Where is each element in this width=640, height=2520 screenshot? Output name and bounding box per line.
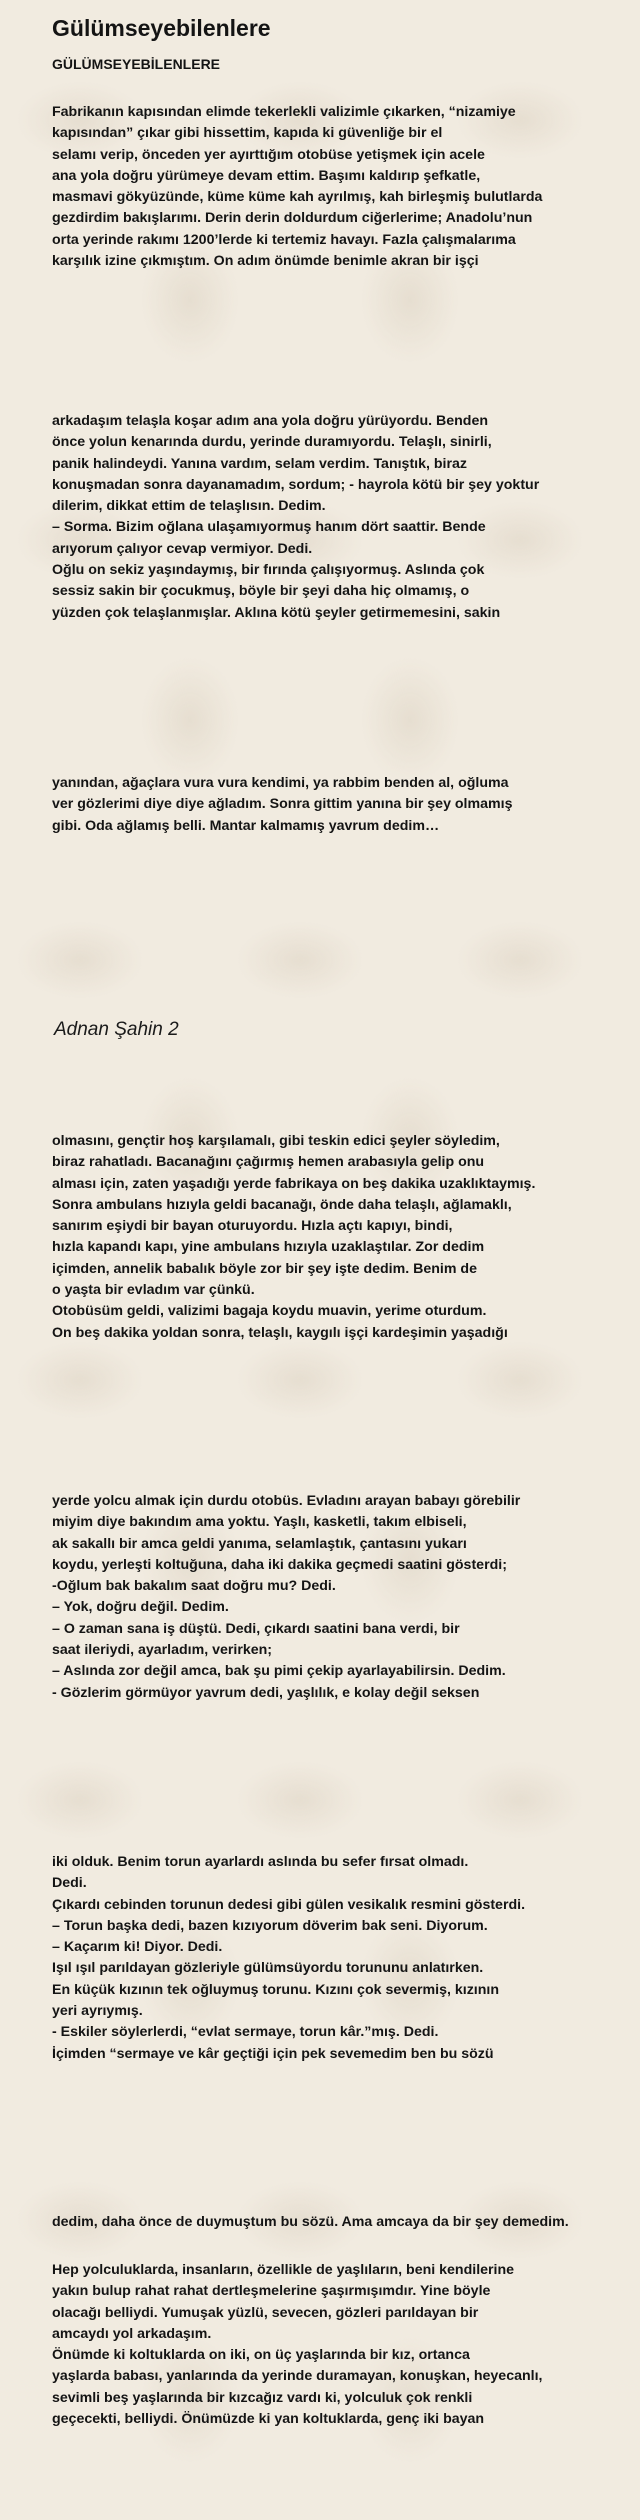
text-line: saat ileriydi, ayarladım, verirken;: [52, 1642, 273, 1659]
text-line: koydu, yerleşti koltuğuna, daha iki dakika geçmedi saatini gösterdi;: [52, 1556, 507, 1573]
text-line: kapısından” çıkar gibi hissettim, kapıda ki güvenliğe bir el: [52, 125, 443, 142]
text-line: Önümde ki koltuklarda on iki, on üç yaşlarında bir kız, ortanca: [52, 2347, 470, 2364]
text-line: içimden, annelik babalık böyle zor bir şey işte dedim. Benim de: [52, 1260, 477, 1277]
text-line: arıyorum çalıyor cevap vermiyor. Dedi.: [52, 540, 313, 557]
text-line: orta yerinde rakımı 1200’lerde ki tertemiz havayı. Fazla çalışmalarıma: [52, 231, 516, 248]
text-line: iki olduk. Benim torun ayarlardı aslında bu sefer fırsat olmadı.: [52, 1854, 469, 1870]
text-line: Dedi.: [52, 1875, 87, 1892]
text-line: hızla kapandı kapı, yine ambulans hızıyla uzaklaştılar. Zor dedim: [52, 1239, 485, 1256]
text-line: sessiz sakin bir çocukmuş, böyle bir şeyi daha hiç olmamış, o: [52, 583, 470, 600]
text-line: – Torun başka dedi, bazen kızıyorum döverim bak seni. Diyorum.: [52, 1917, 488, 1934]
text-line: gibi. Oda ağlamış belli. Mantar kalmamış yavrum dedim…: [52, 817, 440, 834]
text-line: dilerim, dikkat ettim de telaşlısın. Dedim.: [52, 498, 326, 515]
paragraph-block: [52, 1491, 632, 1704]
text-line: - Gözlerim görmüyor yavrum dedi, yaşlılık, e kolay değil seksen: [52, 1684, 480, 1701]
text-line: Işıl ışıl parıldayan gözleriyle gülümsüyordu torununu anlatırken.: [52, 1960, 484, 1977]
paragraph-block: [52, 773, 632, 837]
paragraph-block: [52, 102, 632, 272]
text-line: konuşmadan sonra dayanamadım, sordum; - hayrola kötü bir şey yoktur: [52, 476, 540, 493]
text-line: yanından, ağaçlara vura vura kendimi, ya rabbim benden al, oğluma: [52, 775, 509, 791]
paragraph-block: [52, 2212, 632, 2233]
text-line: – Aslında zor değil amca, bak şu pimi çekip ayarlayabilirsin. Dedim.: [52, 1663, 506, 1680]
text-line: yüzden çok telaşlanmışlar. Aklına kötü şeyler getirmemesini, sakin: [52, 604, 501, 621]
text-line: – Kaçarım ki! Diyor. Dedi.: [52, 1939, 223, 1956]
text-line: – Sorma. Bizim oğlana ulaşamıyormuş hanım dört saattir. Bende: [52, 519, 486, 536]
paragraph-block: [52, 1131, 632, 1344]
text-line: ver gözlerimi diye diye ağladım. Sonra gittim yanına bir şey olmamış: [52, 796, 513, 813]
text-line: alması için, zaten yaşadığı yerde fabrikaya on beş dakika uzaklıktaymış.: [52, 1175, 536, 1192]
text-line: En küçük kızının tek oğluymuş torunu. Kızını çok severmiş, kızının: [52, 1981, 500, 1998]
text-line: sanırım eşiydi bir bayan oturuyordu. Hızla açtı kapıyı, bindi,: [52, 1218, 453, 1235]
text-line: karşılık izine çıkmıştım. On adım önümde benimle akran bir işçi: [52, 253, 479, 270]
text-line: yerde yolcu almak için durdu otobüs. Evladını arayan babayı görebilir: [52, 1493, 521, 1509]
text-line: miyim diye bakındım ama yoktu. Yaşlı, kasketli, takım elbiseli,: [52, 1514, 467, 1531]
author-line: Adnan Şahin 2: [54, 1019, 179, 1040]
text-line: panik halindeydi. Yanına vardım, selam verdim. Tanıştık, biraz: [52, 455, 468, 472]
text-line: dedim, daha önce de duymuştum bu sözü. Ama amcaya da bir şey demedim.: [52, 2214, 569, 2230]
text-line: ak sakallı bir amca geldi yanıma, selamlaştık, çantasını yukarı: [52, 1535, 467, 1552]
text-line: İçimden “sermaye ve kâr geçtiği için pek sevemedim ben bu sözü: [52, 2045, 494, 2062]
text-line: masmavi gökyüzünde, küme küme kah ayrılmış, kah birleşmiş bulutlarda: [52, 189, 543, 206]
text-line: arkadaşım telaşla koşar adım ana yola doğru yürüyordu. Benden: [52, 413, 489, 429]
text-line: yakın bulup rahat rahat dertleşmelerine şaşırmışımdır. Yine böyle: [52, 2283, 491, 2300]
text-line: gezdirdim bakışlarımı. Derin derin doldurdum ciğerlerime; Anadolu’nun: [52, 210, 533, 227]
text-line: sevimli beş yaşlarında bir kızcağız vardı ki, yolculuk çok renkli: [52, 2389, 473, 2406]
text-line: önce yolun kenarında durdu, yerinde duramıyordu. Telaşlı, sinirli,: [52, 434, 492, 451]
text-line: Çıkardı cebinden torunun dedesi gibi gülen vesikalık resmini gösterdi.: [52, 1896, 526, 1913]
paragraph-block: [52, 2260, 632, 2430]
text-line: biraz rahatladı. Bacanağını çağırmış hemen arabasıyla gelip onu: [52, 1154, 485, 1171]
text-line: amcaydı yol arkadaşım.: [52, 2325, 212, 2342]
text-line: On beş dakika yoldan sonra, telaşlı, kaygılı işçi kardeşimin yaşadığı: [52, 1324, 508, 1341]
page-subtitle: GÜLÜMSEYEBİLENLERE: [52, 56, 221, 72]
text-line: olacağı belliydi. Yumuşak yüzlü, sevecen, gözleri parıldayan bir: [52, 2304, 479, 2321]
text-line: Sonra ambulans hızıyla geldi bacanağı, önde daha telaşlı, ağlamaklı,: [52, 1196, 512, 1213]
text-line: Fabrikanın kapısından elimde tekerlekli valizimle çıkarken, “nizamiye: [52, 104, 516, 120]
text-line: Hep yolculuklarda, insanların, özellikle de yaşlıların, beni kendilerine: [52, 2262, 515, 2278]
text-line: yeri ayrıymış.: [52, 2003, 143, 2020]
text-line: yaşlarda babası, yanlarında da yerinde duramayan, konuşkan, heyecanlı,: [52, 2368, 543, 2385]
text-line: olmasını, gençtir hoş karşılamalı, gibi teskin edici şeyler söyledim,: [52, 1133, 500, 1149]
text-line: – Yok, doğru değil. Dedim.: [52, 1599, 229, 1616]
paragraph-block: [52, 1852, 632, 2065]
text-line: geçecekti, belliydi. Önümüzde ki yan koltuklarda, genç iki bayan: [52, 2411, 485, 2428]
page-title: Gülümseyebilenlere: [52, 15, 271, 41]
text-line: - Eskiler söylerlerdi, “evlat sermaye, torun kâr.”mış. Dedi.: [52, 2024, 439, 2041]
text-line: -Oğlum bak bakalım saat doğru mu? Dedi.: [52, 1578, 336, 1595]
text-line: selamı verip, önceden yer ayırttığım otobüse yetişmek için acele: [52, 146, 485, 163]
text-line: – O zaman sana iş düştü. Dedi, çıkardı saatini bana verdi, bir: [52, 1620, 460, 1637]
text-line: Oğlu on sekiz yaşındaymış, bir fırında çalışıyormuş. Aslında çok: [52, 562, 485, 579]
text-line: ana yola doğru yürümeye devam ettim. Başımı kaldırıp şefkatle,: [52, 167, 481, 184]
text-line: o yaşta bir evladım var çünkü.: [52, 1282, 255, 1299]
text-line: Otobüsüm geldi, valizimi bagaja koydu muavin, yerime oturdum.: [52, 1303, 487, 1320]
paragraph-block: [52, 411, 632, 624]
